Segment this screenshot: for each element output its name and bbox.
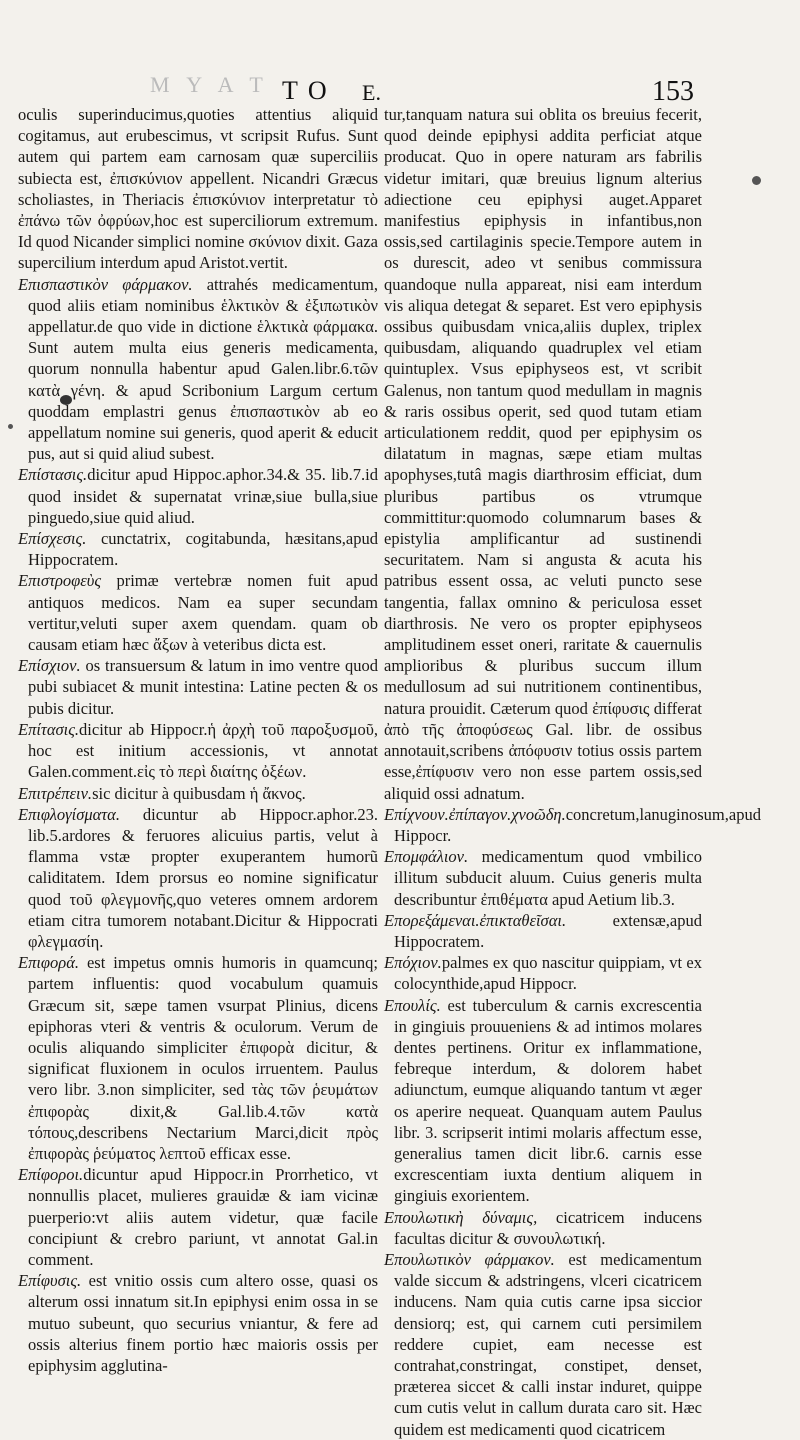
entry-text: dicuntur apud Hippocr.in Prorrhetico, vt nonnullis placet, mulieres grauidæ & iam vicinæ puerperio:vt aliis autem videtur, quæ facile concipiunt & crebro pariunt, vt annotat Gal.in comment.	[28, 1165, 378, 1269]
dictionary-entry	[384, 804, 761, 846]
dictionary-entry	[18, 1270, 378, 1376]
entry-headword: Επίστασις.	[18, 465, 88, 485]
entry-text: est tuberculum & carnis excrescentia in gingiuis prouueniens & ad intimos molares dentes pertinens. Oritur ex inflammatione, febreque interdum, & dolorem habet adiunctum, eumque aliquando tantum vt æger os aperire nequeat. Quanquam autem Paulus libr. 3. scripserit intimi molaris affectum esse, generalius tamen dicit libr.6. carnis esse excrescentiam iuxta dentium aliquem in gingiuis exorientem.	[394, 995, 702, 1206]
running-head-letter: E.	[362, 80, 381, 105]
entry-text: est impetus omnis humoris in quamcunq; partem influentis: quod vocabulum quamuis Græcum sit, sæpe tamen vsurpat Plinius, dicens epiphoras vteri & ventris & oculorum. Verum de oculis aliquando simpliciter ἐπιφορὰ dicitur, & significat fluxionem in oculos irruentem. Paulus vero libr. 3.non simpliciter, sed τὰς τῶν ῥευμάτων ἐπιφορὰς dixit,& Gal.lib.4.τῶν κατὰ τόπους,describens Nectarium Marci,dicit πρὸς ἐπιφορὰς ῥεύματος λεπτοῦ efficax esse.	[28, 953, 378, 1163]
ink-speck	[8, 424, 13, 429]
entry-text: sic dicitur à quibusdam ἡ ἄκνος.	[92, 783, 306, 803]
dictionary-entry	[18, 655, 378, 719]
dictionary-entry	[18, 952, 378, 1164]
continued-text	[384, 104, 702, 804]
dictionary-entry	[18, 570, 378, 655]
dictionary-entry	[18, 804, 378, 952]
dictionary-entry	[18, 528, 378, 570]
entry-headword: Επιτρέπειν.	[18, 783, 93, 803]
entry-text: palmes ex quo nascitur quippiam, vt ex colocynthide,apud Hippocr.	[394, 953, 702, 994]
entry-text: dicuntur ab Hippocr.aphor.23. lib.5.ardores & feruores alicuius partis, velut à flamma vstæ propter exuperantem humorũ caliditatem. Idem prorsus eo nomine significatur quod τοῦ φλεγμονῆς,quo veteres omnem ardorem etiam citra tumorem notabant.Dicitur & Hippocrati φλεγμασίη.	[28, 804, 378, 951]
entry-text: cunctatrix, cogitabunda, hæsitans,apud Hippocratem.	[28, 529, 378, 570]
dictionary-entry	[18, 719, 378, 783]
entry-text: medicamentum quod vmbilico illitum subducit aluum. Cuius generis multa describuntur ἐπιθέματα apud Aetium lib.3.	[394, 847, 702, 909]
dictionary-entry	[384, 910, 702, 952]
entry-headword: Επίφυσις.	[18, 1271, 82, 1291]
entry-headword: Επιφορά.	[18, 953, 80, 973]
entry-headword: Επίσχιον.	[18, 656, 81, 676]
entry-headword: Επομφάλιον.	[384, 847, 469, 867]
entry-headword: Επισπαστικὸν φάρμακον.	[18, 274, 193, 294]
entry-headword: Επιστροφεὺς	[18, 571, 102, 591]
entry-headword: Επουλωτικὴ δύναμις,	[384, 1207, 538, 1227]
ink-speck	[752, 176, 761, 185]
entry-headword: Επίφοροι.	[18, 1165, 84, 1185]
entry-text: primæ vertebræ nomen fuit apud antiquos medicos. Nam ea super secundam vertitur,veluti super axem quendam. quam ob causam etiam hæc ἄξων à veteribus dicta est.	[28, 571, 378, 655]
entry-headword: Επουλίς.	[384, 995, 441, 1015]
dictionary-entry	[384, 995, 702, 1207]
entry-text: os transuersum & latum in imo ventre quod pubi subiacet & munit intestina: Latine pecten & os pubis dicitur.	[28, 656, 378, 718]
continued-text	[18, 104, 378, 274]
entry-text: est vnitio ossis cum altero osse, quasi os alterum ossi innatum sit.In epiphysi enim ossa in se mutuo subeunt, quo securius vniantur, & fere ad ossis alterius finem portio hæc maioris ossis per epiphysim agglutina-	[28, 1271, 378, 1375]
running-head-title: T O	[282, 76, 329, 105]
dictionary-entry	[18, 1164, 378, 1270]
entry-headword: Επίσχεσις.	[18, 529, 87, 549]
entry-text: oculis superinducimus,quoties attentius aliquid cogitamus, aut erubescimus, vt scripsit Rufus. Sunt autem qui partem eam carnosam quæ superciliis subiecta est, ἐπισκύνιον appellent. Nicandri Græcus scholiastes, in Theriacis ἐπισκύνιον interpretatur τὸ ἐπάνω τῶν ὀφρύων,hoc est superciliorum extremum. Id quod Nicander simplici nomine σκύνιον dixit. Gaza supercilium interdum apud Aristot.vertit.	[18, 105, 378, 273]
dictionary-entry	[18, 274, 378, 465]
entry-text: attrahés medicamentum, quod aliis etiam nominibus ἑλκτικὸν & ἐξιπωτικὸν appellatur.de quo vide in dictione ἑλκτικὰ φάρμακα. Sunt autem multa eius generis medicamenta, quorum nonnulla habentur apud Galen.libr.6.τῶν κατὰ γένη. & apud Scribonium Largum certum quoddam emplastri genus ἐπισπαστικὸν ab eo appellatum nomine sui generis, quod aperit & educit pus, aut si quid aliud subest.	[28, 274, 378, 464]
page-number: 153	[652, 76, 694, 107]
dictionary-entry	[384, 1207, 702, 1249]
entry-text: concretum,lanuginosum,apud Hippocr.	[394, 804, 761, 845]
entry-text: dicitur apud Hippoc.aphor.34.& 35. lib.7.id quod insidet & supernatat vrinæ,siue bulla,siue pinguedo,siue quid aliud.	[28, 465, 378, 527]
entry-headword: Επίχνουν.ἐπίπαγον.χνοῶδη.	[384, 804, 566, 824]
dictionary-entry	[18, 464, 378, 528]
dictionary-entry	[384, 1249, 702, 1440]
right-column	[384, 104, 761, 1440]
dictionary-entry	[18, 783, 378, 804]
entry-headword: Επόχιον.	[384, 953, 442, 973]
entry-text: est medicamentum valde siccum & adstringens, vlceri cicatricem inducens. Nam quia cutis carne ipsa siccior densiorq; est, qui carnem cuti persimilem reddere cupiet, eam necesse est contrahat,constringat, constipet, denset, præterea siccet & calli instar induret, quippe cum cutis velut in callum durata caro sit. Hæc quidem est medicamenti quod cicatricem	[394, 1249, 702, 1439]
entry-headword: Επιφλογίσματα.	[18, 804, 120, 824]
entry-text: cicatricem inducens facultas dicitur & συνουλωτική.	[394, 1207, 702, 1248]
entry-text: extensæ,apud Hippocratem.	[394, 910, 702, 951]
left-column	[18, 104, 378, 1376]
running-head-left: M Y A T	[150, 72, 269, 97]
dictionary-entry	[384, 846, 702, 910]
entry-headword: Επορεξάμεναι.ἐπικταθεῖσαι.	[384, 910, 567, 930]
dictionary-entry	[384, 952, 702, 994]
entry-text: dicitur ab Hippocr.ἡ ἀρχὴ τοῦ παροξυσμοῦ, hoc est initium accessionis, vt annotat Galen.comment.εἰς τὸ περὶ διαίτης ὀξέων.	[28, 719, 378, 782]
entry-headword: Επουλωτικὸν φάρμακον.	[384, 1249, 555, 1269]
entry-text: tur,tanquam natura sui oblita os breuius fecerit, quod deinde epiphysi addita perficiat atque producat. Quo in opere naturam ars fabrilis videtur imitari, quæ breuius lignum alterius adiectione ceu epiphysi auget.Apparet manifestius epiphysis in infantibus,non ossis,sed cartilaginis specie.Tempore autem in os durescit, adeo vt senibus commissura quandoque nulla appareat, nisi eam interdum vis aliqua detegat & separet. Est vero epiphysis ossibus quibusdam vnica,aliis duplex, triplex quibusdam, aliquando quadruplex vel etiam quintuplex. Vsus epiphyseos est, vt scribit Galenus, non tantum quod medullam in magnis & raris ossibus operit, sed quod tutam etiam articulationem reddit, quod per epiphysim os dilatatum in magnas, sæpe etiam multas apophyses,tutâ magis diarthrosim efficiat, dum pluribus partibus os vtrumque committitur:quomodo columnarum bases & epistylia amplificantur ad sustinendi securitatem. Nam si angusta & acuta his patribus essent ossa, ac veluti puncto sese tangentia, fallax omnino & periculosa esset diarthrosis. Ne vero os propter epiphyseos amplitudinem esset oneri, raritate & cauernulis amplioribus & pluribus succum illum medullosum ad sui nutritionem continentibus, natura prouidit. Cæterum quod ἐπίφυσις differat ἀπὸ τῆς ἀποφύσεως Gal. libr. de ossibus annotauit,scribens ἀπόφυσιν totius ossis partem esse,ἐπίφυσιν vero non esse partem ossis,sed aliquid ossi adnatum.	[384, 105, 702, 803]
entry-headword: Επίτασις.	[18, 719, 80, 739]
